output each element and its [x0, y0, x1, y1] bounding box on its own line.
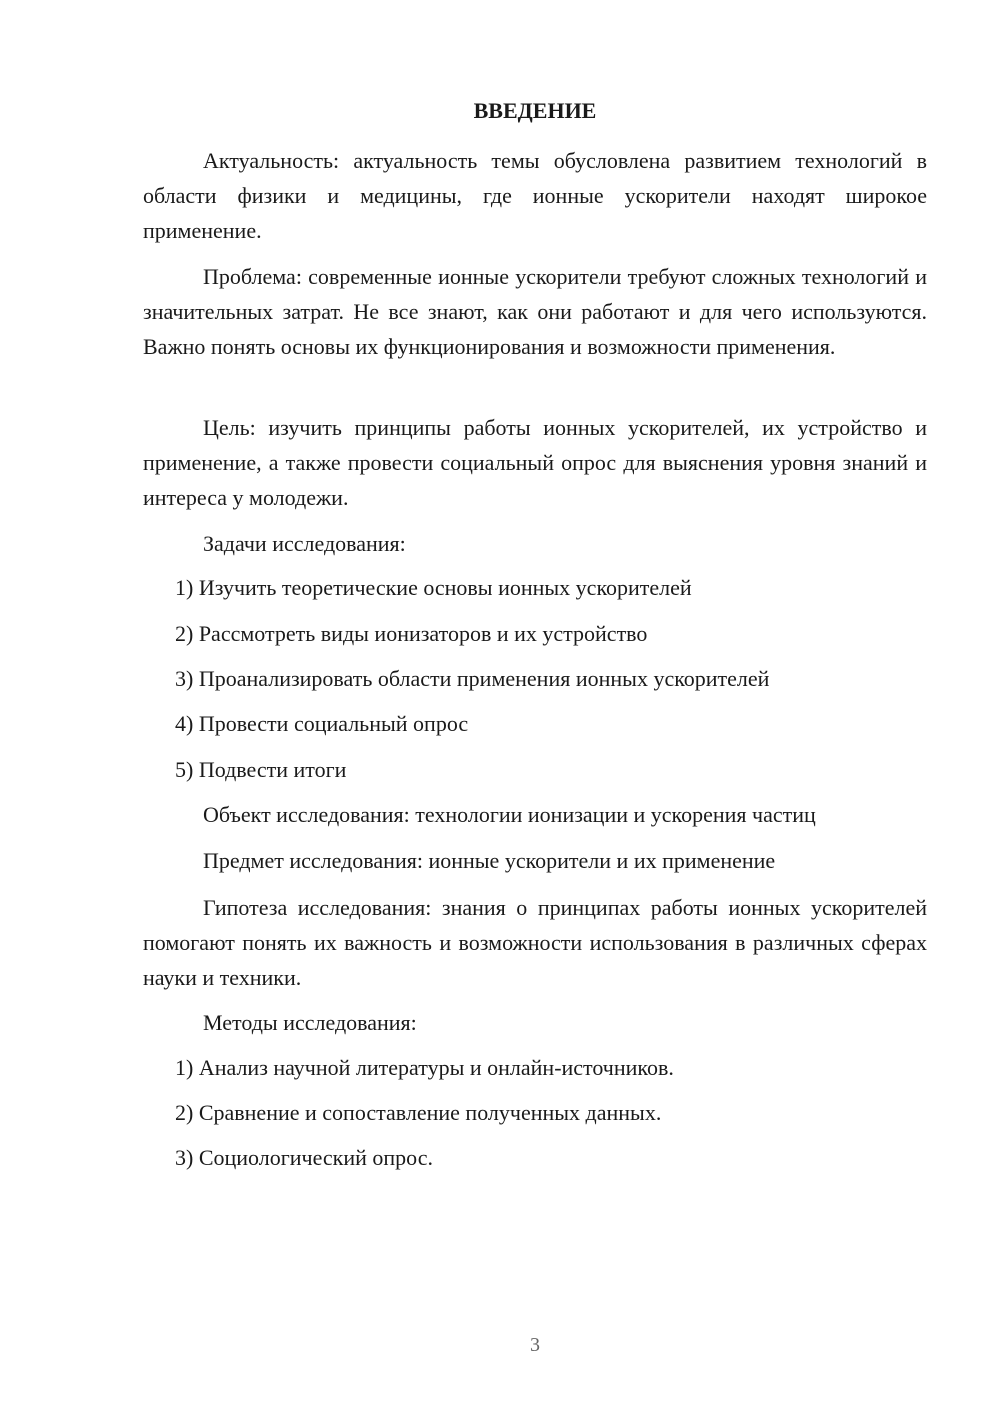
section-heading: ВВЕДЕНИЕ	[473, 98, 597, 123]
task-item: 1) Изучить теоретические основы ионных ускорителей	[175, 575, 692, 600]
task-item: 2) Рассмотреть виды ионизаторов и их устройство	[175, 621, 648, 646]
paragraph-problem: Проблема: современные ионные ускорители требуют сложных технологий и значительных затрат. Не все знают, как они работают и для чего используются. Важно понять основы их функционирования и возможности применения.	[143, 264, 927, 359]
paragraph-hypothesis: Гипотеза исследования: знания о принципах работы ионных ускорителей помогают понять их важность и возможности использования в различных сферах науки и техники.	[143, 895, 927, 990]
method-item: 2) Сравнение и сопоставление полученных данных.	[175, 1100, 662, 1125]
task-item: 3) Проанализировать области применения ионных ускорителей	[175, 666, 770, 691]
task-item: 5) Подвести итоги	[175, 757, 347, 782]
paragraph-goal: Цель: изучить принципы работы ионных ускорителей, их устройство и применение, а также провести социальный опрос для выяснения уровня знаний и интереса у молодежи.	[143, 415, 927, 510]
page-number: 3	[530, 1334, 540, 1356]
research-object: Объект исследования: технологии ионизации и ускорения частиц	[203, 802, 816, 827]
methods-title: Методы исследования:	[203, 1010, 417, 1035]
method-item: 1) Анализ научной литературы и онлайн-источников.	[175, 1055, 674, 1080]
task-item: 4) Провести социальный опрос	[175, 711, 469, 736]
method-item: 3) Социологический опрос.	[175, 1145, 433, 1170]
research-subject: Предмет исследования: ионные ускорители и их применение	[203, 848, 776, 873]
paragraph-relevance: Актуальность: актуальность темы обусловлена развитием технологий в области физики и медицины, где ионные ускорители находят широкое применение.	[143, 148, 927, 243]
tasks-title: Задачи исследования:	[203, 531, 406, 556]
